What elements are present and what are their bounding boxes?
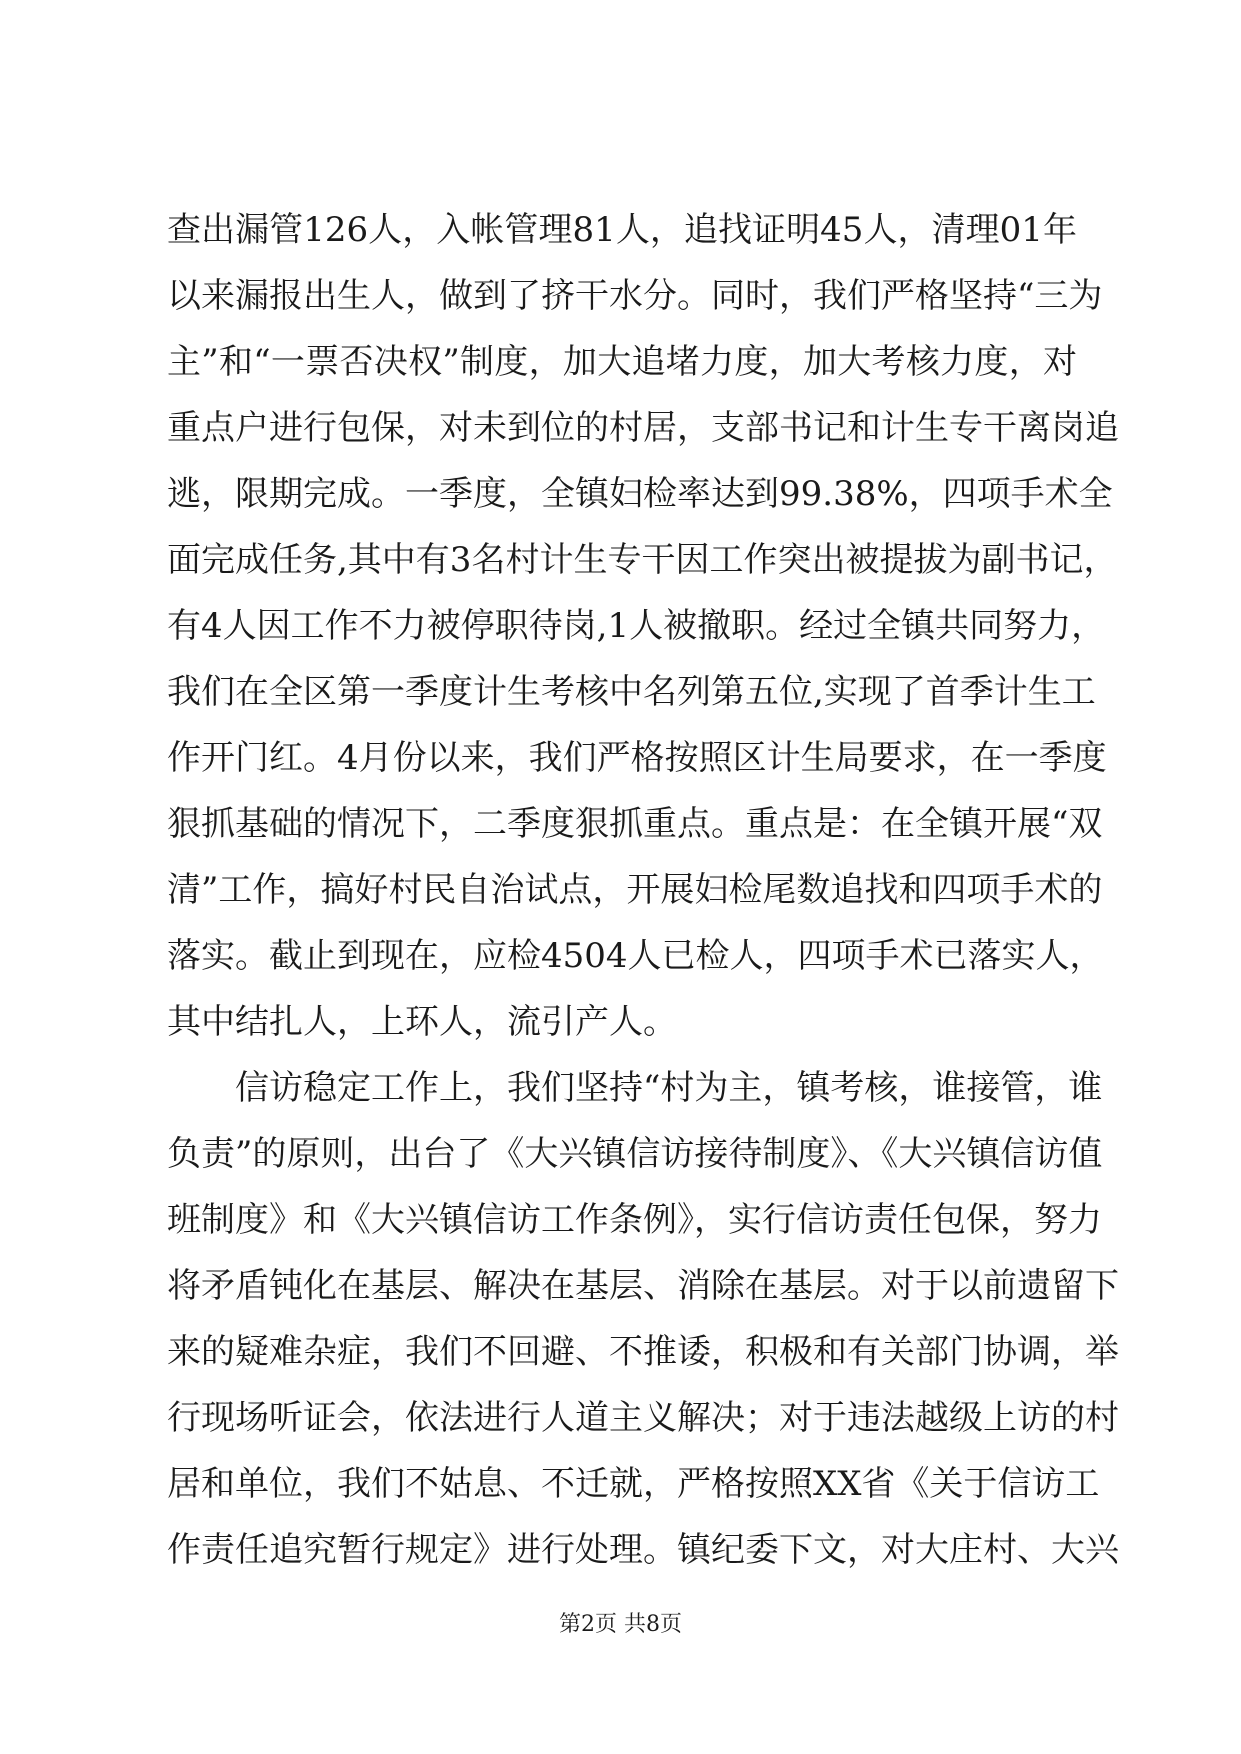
paragraph-1-line-13: 其中结扎人，上环人，流引产人。 [167,1002,677,1042]
paragraph-1-line-6: 面完成任务,其中有3名村计生专干因工作突出被提拔为副书记， [167,540,1118,580]
paragraph-2-line-2: 负责”的原则，出台了《大兴镇信访接待制度》、《大兴镇信访值 [167,1134,1103,1174]
paragraph-2-line-3: 班制度》和《大兴镇信访工作条例》，实行信访责任包保，努力 [167,1200,1102,1240]
paragraph-1-line-7: 有4人因工作不力被停职待岗,1人被撤职。经过全镇共同努力， [167,606,1106,646]
paragraph-1-line-2: 以来漏报出生人，做到了挤干水分。同时，我们严格坚持“三为 [167,276,1103,316]
paragraph-2-line-4: 将矛盾钝化在基层、解决在基层、消除在基层。对于以前遗留下 [167,1266,1119,1306]
paragraph-1-line-1: 查出漏管126人，入帐管理81人，追找证明45人，清理01年 [167,210,1077,250]
paragraph-1-line-5: 逃，限期完成。一季度，全镇妇检率达到99.38%，四项手术全 [167,474,1113,514]
paragraph-1-line-3: 主”和“一票否决权”制度，加大追堵力度，加大考核力度，对 [167,342,1077,382]
paragraph-2-line-8: 作责任追究暂行规定》进行处理。镇纪委下文，对大庄村、大兴 [167,1530,1119,1570]
paragraph-2-line-1: 信访稳定工作上，我们坚持“村为主，镇考核，谁接管，谁 [235,1068,1103,1108]
paragraph-1-line-10: 狠抓基础的情况下，二季度狠抓重点。重点是：在全镇开展“双 [167,804,1103,844]
paragraph-1-line-12: 落实。截止到现在，应检4504人已检人，四项手术已落实人， [167,936,1104,976]
paragraph-2-line-6: 行现场听证会，依法进行人道主义解决；对于违法越级上访的村 [167,1398,1119,1438]
page-number-footer: 第2页 共8页 [559,1612,682,1637]
paragraph-2-line-7: 居和单位，我们不姑息、不迁就，严格按照XX省《关于信访工 [167,1464,1100,1504]
paragraph-2-line-5: 来的疑难杂症，我们不回避、不推诿，积极和有关部门协调，举 [167,1332,1119,1372]
paragraph-1-line-8: 我们在全区第一季度计生考核中名列第五位,实现了首季计生工 [167,672,1096,712]
paragraph-1-line-4: 重点户进行包保，对未到位的村居，支部书记和计生专干离岗追 [167,408,1119,448]
paragraph-1-line-11: 清”工作，搞好村民自治试点，开展妇检尾数追找和四项手术的 [167,870,1103,910]
paragraph-1-line-9: 作开门红。4月份以来，我们严格按照区计生局要求，在一季度 [167,738,1107,778]
